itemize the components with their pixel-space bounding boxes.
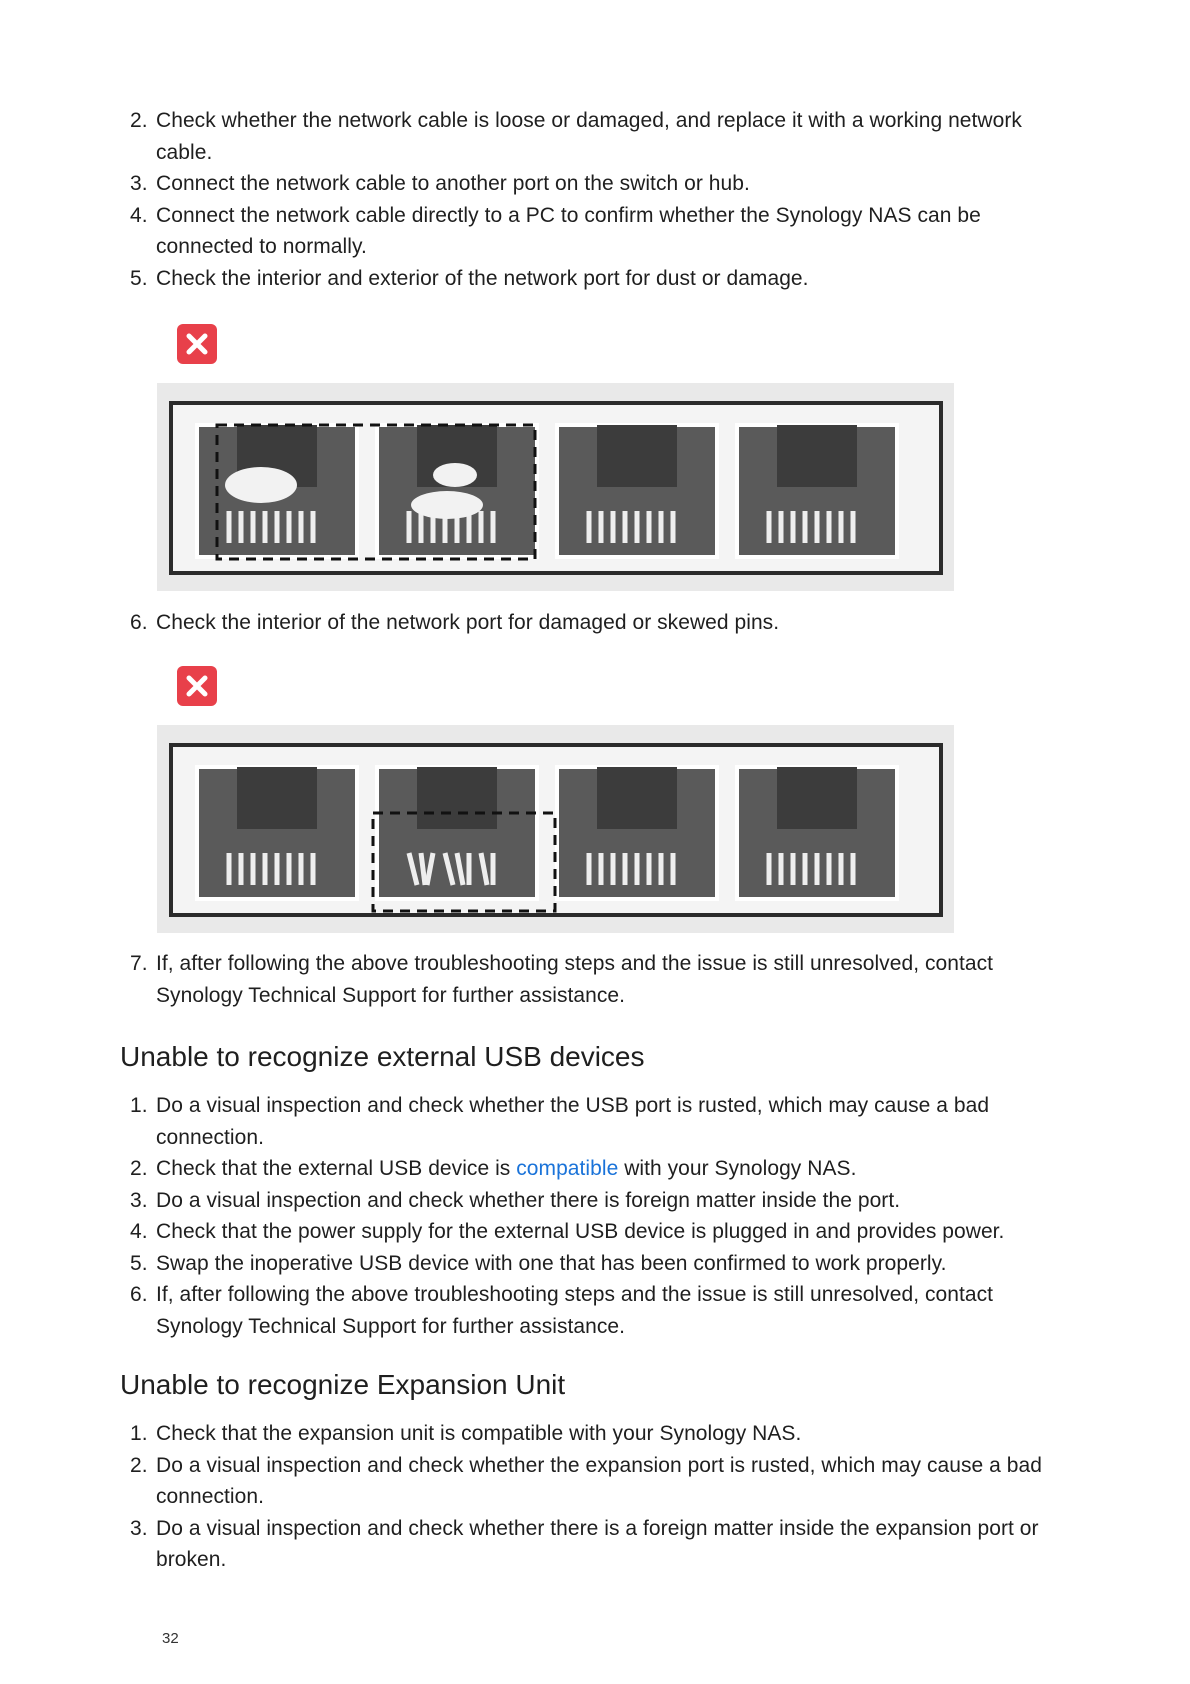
network-step-7: [120, 948, 1080, 1011]
list-item: 6. If, after following the above troubleshooting steps and the issue is still unresolved, contact Synology Technical Support for further assistance.: [130, 1283, 994, 1338]
list-item: 5. Swap the inoperative USB device with one that has been confirmed to work properly.: [130, 1251, 947, 1275]
network-step-6: [120, 607, 1080, 639]
network-port-skewed-pins-image: [157, 725, 954, 933]
section-heading-usb: Unable to recognize external USB devices: [120, 1041, 645, 1072]
list-item: 3. Do a visual inspection and check whether there is a foreign matter inside the expansion port or broken.: [130, 1516, 1039, 1571]
network-steps-list: [120, 105, 1080, 294]
list-item: 7. If, after following the above troubleshooting steps and the issue is still unresolved, contact Synology Technical Support for further assistance.: [130, 952, 994, 1007]
list-item: 3. Do a visual inspection and check whether there is foreign matter inside the port.: [130, 1188, 901, 1212]
list-item: 4. Connect the network cable directly to a PC to confirm whether the Synology NAS can be connected to normally.: [130, 203, 981, 258]
usb-steps-list: [120, 1090, 1080, 1342]
error-x-icon: [177, 324, 217, 364]
network-port-dust-image: [157, 383, 954, 591]
error-x-icon: [177, 666, 217, 706]
section-heading-expansion: Unable to recognize Expansion Unit: [120, 1369, 566, 1400]
list-item: 1. Do a visual inspection and check whether the USB port is rusted, which may cause a bad connection.: [130, 1094, 990, 1149]
list-item: 2. Check that the external USB device is compatible with your Synology NAS.: [130, 1157, 857, 1180]
list-item: 3. Connect the network cable to another port on the switch or hub.: [130, 172, 750, 195]
rj45-port-4: [737, 425, 897, 557]
compatible-link[interactable]: compatible: [516, 1157, 619, 1180]
rj45-port-1: [197, 425, 357, 557]
list-item: 2. Do a visual inspection and check whether the expansion port is rusted, which may cause a bad connection.: [130, 1453, 1042, 1508]
rj45-port-2: [377, 425, 537, 557]
list-item: 1. Check that the expansion unit is compatible with your Synology NAS.: [130, 1422, 802, 1445]
list-item: 4. Check that the power supply for the external USB device is plugged in and provides power.: [130, 1220, 1005, 1243]
expansion-steps-list: [120, 1418, 1080, 1576]
rj45-port-3: [557, 425, 717, 557]
list-item: 2. Check whether the network cable is loose or damaged, and replace it with a working network cable.: [130, 109, 1022, 164]
page-number: 32: [162, 1630, 179, 1647]
list-item: 5. Check the interior and exterior of the network port for dust or damage.: [130, 266, 809, 290]
list-item: 6. Check the interior of the network port for damaged or skewed pins.: [130, 611, 780, 634]
